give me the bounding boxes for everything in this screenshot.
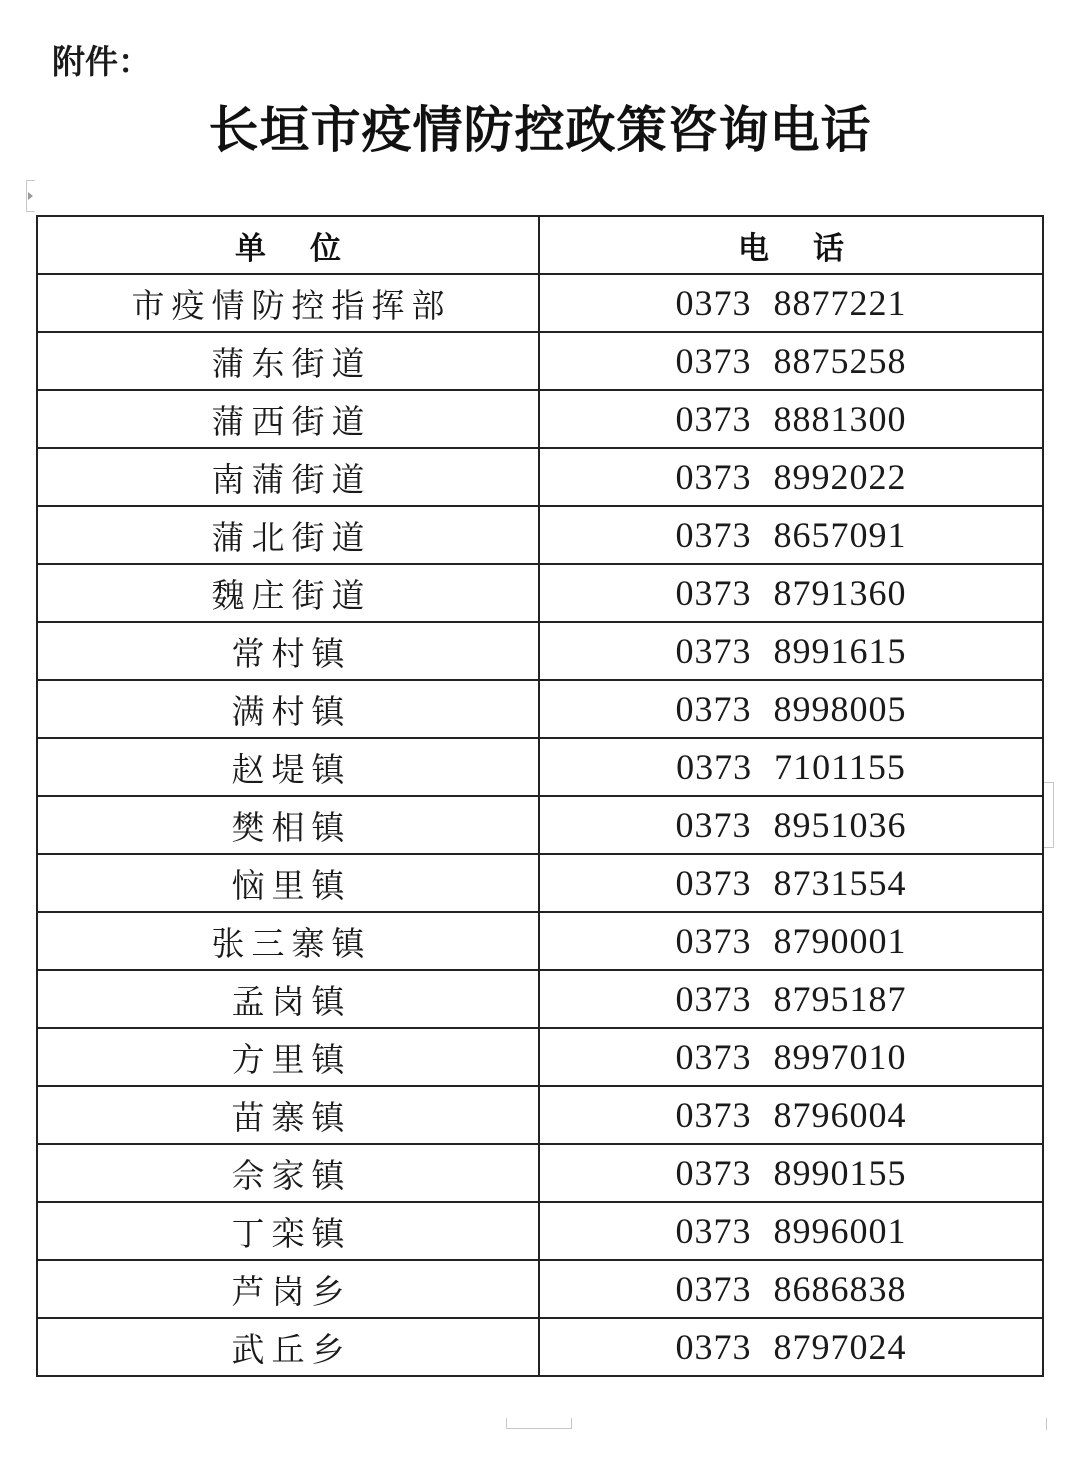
unit-name: 苗寨镇 — [231, 1097, 352, 1137]
phone-area-code: 0373 — [675, 1153, 752, 1193]
phone-local-number: 8875258 — [773, 341, 907, 381]
table-row — [37, 506, 1043, 564]
phone-cell — [539, 854, 1043, 912]
phone-cell — [539, 1086, 1043, 1144]
unit-cell — [37, 1260, 539, 1318]
unit-name: 魏庄街道 — [211, 575, 372, 615]
unit-cell — [37, 390, 539, 448]
right-margin-marker — [1044, 782, 1054, 848]
unit-name: 常村镇 — [231, 633, 352, 673]
unit-cell — [37, 1086, 539, 1144]
unit-name: 蒲西街道 — [211, 401, 372, 441]
header-phone — [539, 216, 1043, 274]
unit-cell — [37, 680, 539, 738]
phone-cell — [539, 332, 1043, 390]
header-phone-label: 电话 — [738, 230, 888, 267]
table-row — [37, 680, 1043, 738]
unit-name: 恼里镇 — [231, 865, 352, 905]
phone-local-number: 8997010 — [773, 1037, 907, 1077]
phone-area-code: 0373 — [675, 1211, 752, 1251]
phone-local-number: 8951036 — [773, 805, 907, 845]
phone-area-code: 0373 — [675, 979, 752, 1019]
phone-local-number: 8657091 — [773, 515, 907, 555]
table-row — [37, 1028, 1043, 1086]
unit-cell — [37, 332, 539, 390]
phone-area-code: 0373 — [675, 1095, 752, 1135]
unit-name: 赵堤镇 — [231, 749, 352, 789]
unit-name: 佘家镇 — [231, 1155, 352, 1195]
left-margin-marker — [26, 180, 35, 212]
phone-local-number: 8686838 — [773, 1269, 907, 1309]
phone-area-code: 0373 — [675, 689, 752, 729]
unit-cell — [37, 1202, 539, 1260]
unit-cell — [37, 1144, 539, 1202]
phone-area-code: 0373 — [675, 399, 752, 439]
phone-area-code: 0373 — [675, 1327, 752, 1367]
unit-name: 蒲东街道 — [211, 343, 372, 383]
phone-area-code: 0373 — [675, 805, 752, 845]
phone-area-code: 0373 — [675, 1269, 752, 1309]
phone-area-code: 0373 — [675, 1037, 752, 1077]
table-row — [37, 796, 1043, 854]
unit-name: 方里镇 — [231, 1039, 352, 1079]
table-row — [37, 854, 1043, 912]
attachment-label: 附件： — [52, 42, 151, 81]
phone-area-code: 0373 — [675, 283, 752, 323]
phone-cell — [539, 1318, 1043, 1376]
phone-local-number: 8996001 — [773, 1211, 907, 1251]
table-row — [37, 622, 1043, 680]
table-row — [37, 1202, 1043, 1260]
table-row — [37, 1318, 1043, 1376]
table-row — [37, 1260, 1043, 1318]
unit-name: 孟岗镇 — [231, 981, 352, 1021]
phone-area-code: 0373 — [675, 631, 752, 671]
header-unit — [37, 216, 539, 274]
phone-area-code: 0373 — [675, 573, 752, 613]
phone-local-number: 8797024 — [773, 1327, 907, 1367]
phone-cell — [539, 564, 1043, 622]
phone-local-number: 8791360 — [773, 573, 907, 613]
unit-cell — [37, 448, 539, 506]
phone-cell — [539, 1144, 1043, 1202]
table-row — [37, 448, 1043, 506]
contact-phone-table — [36, 215, 1044, 1377]
phone-cell — [539, 1202, 1043, 1260]
phone-local-number: 8796004 — [773, 1095, 907, 1135]
unit-name: 丁栾镇 — [231, 1213, 352, 1253]
unit-name: 樊相镇 — [231, 807, 352, 847]
unit-name: 蒲北街道 — [211, 517, 372, 557]
unit-cell — [37, 912, 539, 970]
phone-cell — [539, 506, 1043, 564]
header-unit-label: 单位 — [235, 230, 385, 267]
unit-name: 张三寨镇 — [211, 923, 372, 963]
table-row — [37, 912, 1043, 970]
unit-name: 芦岗乡 — [231, 1271, 352, 1311]
phone-local-number: 8731554 — [773, 863, 907, 903]
phone-cell — [539, 448, 1043, 506]
phone-local-number: 8790001 — [773, 921, 907, 961]
phone-cell — [539, 390, 1043, 448]
bottom-page-marker — [506, 1418, 572, 1429]
unit-name: 武丘乡 — [231, 1329, 352, 1369]
phone-cell — [539, 274, 1043, 332]
phone-local-number: 7101155 — [774, 747, 906, 787]
unit-cell — [37, 970, 539, 1028]
unit-cell — [37, 506, 539, 564]
document-title: 长垣市疫情防控政策咨询电话 — [208, 100, 872, 159]
table-row — [37, 332, 1043, 390]
phone-area-code: 0373 — [675, 863, 752, 903]
phone-local-number: 8998005 — [773, 689, 907, 729]
table-row — [37, 390, 1043, 448]
phone-cell — [539, 1028, 1043, 1086]
phone-cell — [539, 622, 1043, 680]
phone-area-code: 0373 — [675, 341, 752, 381]
table-body — [37, 274, 1043, 1376]
phone-local-number: 8881300 — [773, 399, 907, 439]
unit-name: 满村镇 — [231, 691, 352, 731]
phone-local-number: 8991615 — [773, 631, 907, 671]
unit-name: 市疫情防控指挥部 — [131, 285, 452, 325]
phone-area-code: 0373 — [675, 457, 752, 497]
phone-area-code: 0373 — [675, 921, 752, 961]
phone-local-number: 8992022 — [773, 457, 907, 497]
unit-cell — [37, 622, 539, 680]
phone-area-code: 0373 — [675, 515, 752, 555]
phone-cell — [539, 738, 1043, 796]
unit-cell — [37, 274, 539, 332]
unit-cell — [37, 854, 539, 912]
unit-cell — [37, 1028, 539, 1086]
phone-local-number: 8795187 — [773, 979, 907, 1019]
table-row — [37, 1144, 1043, 1202]
table-row — [37, 970, 1043, 1028]
unit-cell — [37, 1318, 539, 1376]
phone-cell — [539, 1260, 1043, 1318]
phone-cell — [539, 970, 1043, 1028]
bottom-right-marker — [1046, 1418, 1051, 1430]
unit-cell — [37, 738, 539, 796]
unit-name: 南蒲街道 — [211, 459, 372, 499]
table-row — [37, 1086, 1043, 1144]
table-row — [37, 738, 1043, 796]
phone-local-number: 8990155 — [773, 1153, 907, 1193]
table-row — [37, 274, 1043, 332]
table-header-row — [37, 216, 1043, 274]
phone-cell — [539, 680, 1043, 738]
phone-cell — [539, 796, 1043, 854]
phone-cell — [539, 912, 1043, 970]
phone-area-code: 0373 — [676, 747, 753, 787]
table-row — [37, 564, 1043, 622]
phone-local-number: 8877221 — [773, 283, 907, 323]
unit-cell — [37, 564, 539, 622]
unit-cell — [37, 796, 539, 854]
